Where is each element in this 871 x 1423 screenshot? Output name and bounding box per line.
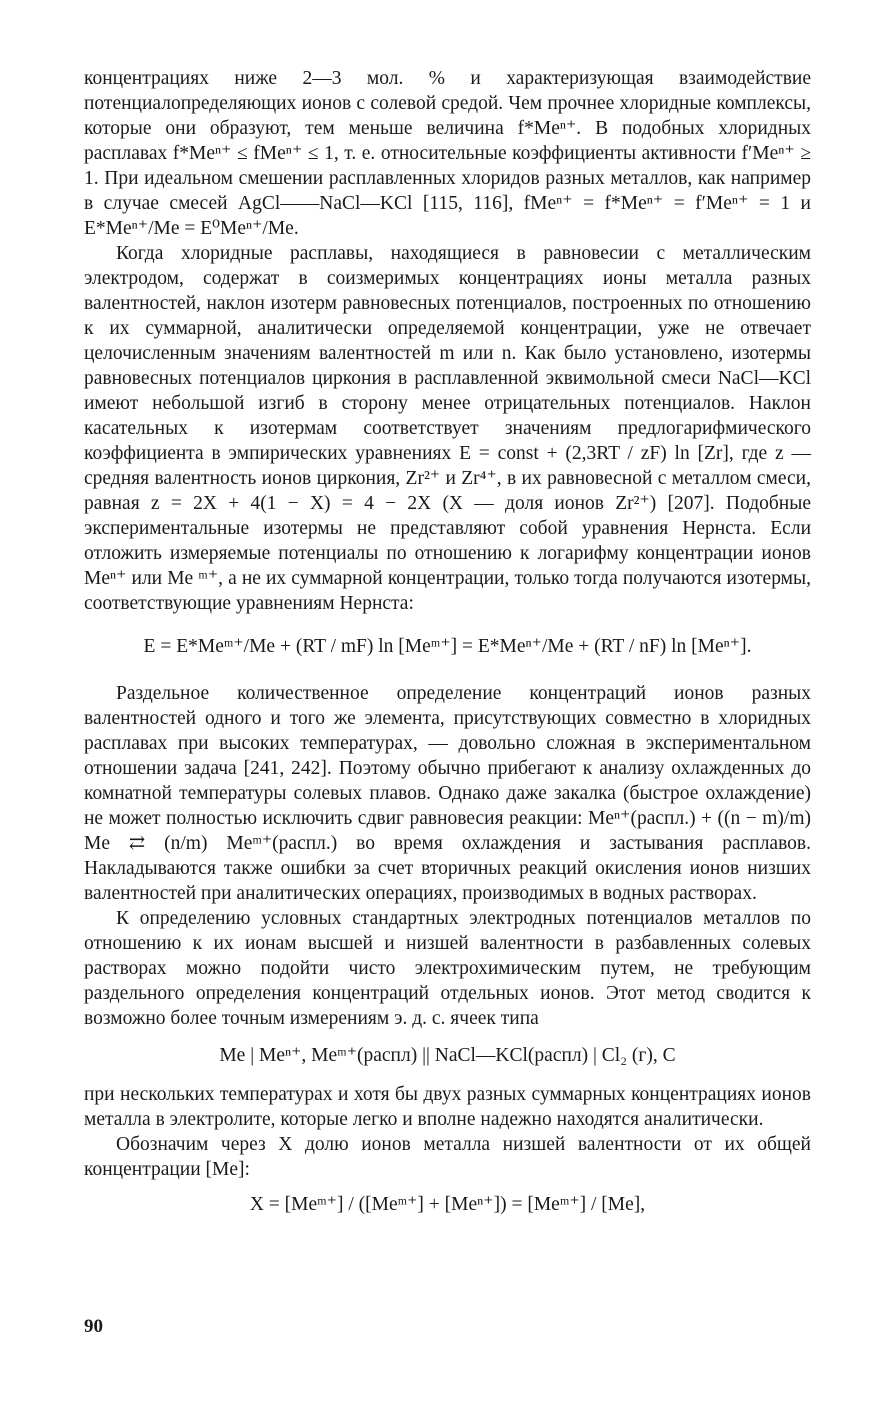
paragraph-1: концентрациях ниже 2—3 мол. % и характеризующая взаимодействие потенциалопределяющих ионов с солевой средой. Чем прочнее хлоридные комплексы, которые они образуют, тем меньше величина f*Meⁿ⁺. В подобных хлоридных расплавах f*Meⁿ⁺ ≤ fMeⁿ⁺ ≤ 1, т. е. относительные коэффициенты активности f′Meⁿ⁺ ≥ 1. При идеальном смешении расплавленных хлоридов разных металлов, как например в случае смесей AgCl——NaCl—KCl [115, 116], fMeⁿ⁺ = f*Meⁿ⁺ = f′Meⁿ⁺ = 1 и E*Meⁿ⁺/Me = E⁰Meⁿ⁺/Me. [84, 68, 811, 239]
nernst-equation: E = E*Meᵐ⁺/Me + (RT / mF) ln [Meᵐ⁺] = E*Meⁿ⁺/Me + (RT / nF) ln [Meⁿ⁺]. [143, 636, 752, 657]
fraction-equation: X = [Meᵐ⁺] / ([Meᵐ⁺] + [Meⁿ⁺]) = [Meᵐ⁺] / [Me], [249, 1194, 646, 1215]
page-body [84, 66, 811, 1217]
paragraph-6: Обозначим через X долю ионов металла низшей валентности от их общей концентрации [Me]: [84, 1134, 811, 1180]
cell-scheme: Me | Meⁿ⁺, Meᵐ⁺(распл) || NaCl—KCl(распл) | Cl₂ (г), C [219, 1045, 676, 1066]
page-number: 90 [84, 1316, 103, 1337]
paragraph-3: Раздельное количественное определение концентраций ионов разных валентностей одного и того же элемента, присутствующих совместно в хлоридных расплавах при высоких температурах, — довольно сложная в экспериментальном отношении задача [241, 242]. Поэтому обычно прибегают к анализу охлажденных до комнатной температуры солевых плавов. Однако даже закалка (быстрое охлаждение) не может полностью исключить сдвиг равновесия реакции: Meⁿ⁺(распл.) + ((n − m)/m) Me ⇄ (n/m) Meᵐ⁺(распл.) во время охлаждения и застывания расплавов. Накладываются также ошибки за счет вторичных реакций окисления ионов низших валентностей при аналитических операциях, производимых в водных растворах. [84, 683, 811, 904]
paragraph-5: при нескольких температурах и хотя бы двух разных суммарных концентрациях ионов металла в электролите, которые легко и вполне надежно находятся аналитически. [84, 1084, 811, 1130]
paragraph-4: К определению условных стандартных электродных потенциалов металлов по отношению к их ионам высшей и низшей валентности в разбавленных солевых растворах можно подойти чисто электрохимическим путем, не требующим раздельного определения концентраций отдельных ионов. Этот метод сводится к возможно более точным измерениям э. д. с. ячеек типа [84, 908, 811, 1029]
paragraph-2: Когда хлоридные расплавы, находящиеся в равновесии с металлическим электродом, содержат в соизмеримых концентрациях ионы металла разных валентностей, наклон изотерм равновесных потенциалов, построенных по отношению к их суммарной, аналитически определяемой концентрации, уже не отвечает целочисленным значениям валентностей m или n. Как было установлено, изотермы равновесных потенциалов циркония в расплавленной эквимольной смеси NaCl—KCl имеют небольшой изгиб в сторону менее отрицательных потенциалов. Наклон касательных к изотермам соответствует значениям предлогарифмического коэффициента в эмпирических уравнениях E = const + (2,3RT / zF) ln [Zr], где z — средняя валентность ионов циркония, Zr²⁺ и Zr⁴⁺, в их равновесной с металлом смеси, равная z = 2X + 4(1 − X) = 4 − 2X (X — доля ионов Zr²⁺) [207]. Подобные экспериментальные изотермы не представляют собой уравнения Нернста. Если отложить измеряемые потенциалы по отношению к логарифму концентрации ионов Meⁿ⁺ или Me ᵐ⁺, а не их суммарной концентрации, только тогда получаются изотермы, соответствующие уравнениям Нернста: [84, 243, 811, 614]
